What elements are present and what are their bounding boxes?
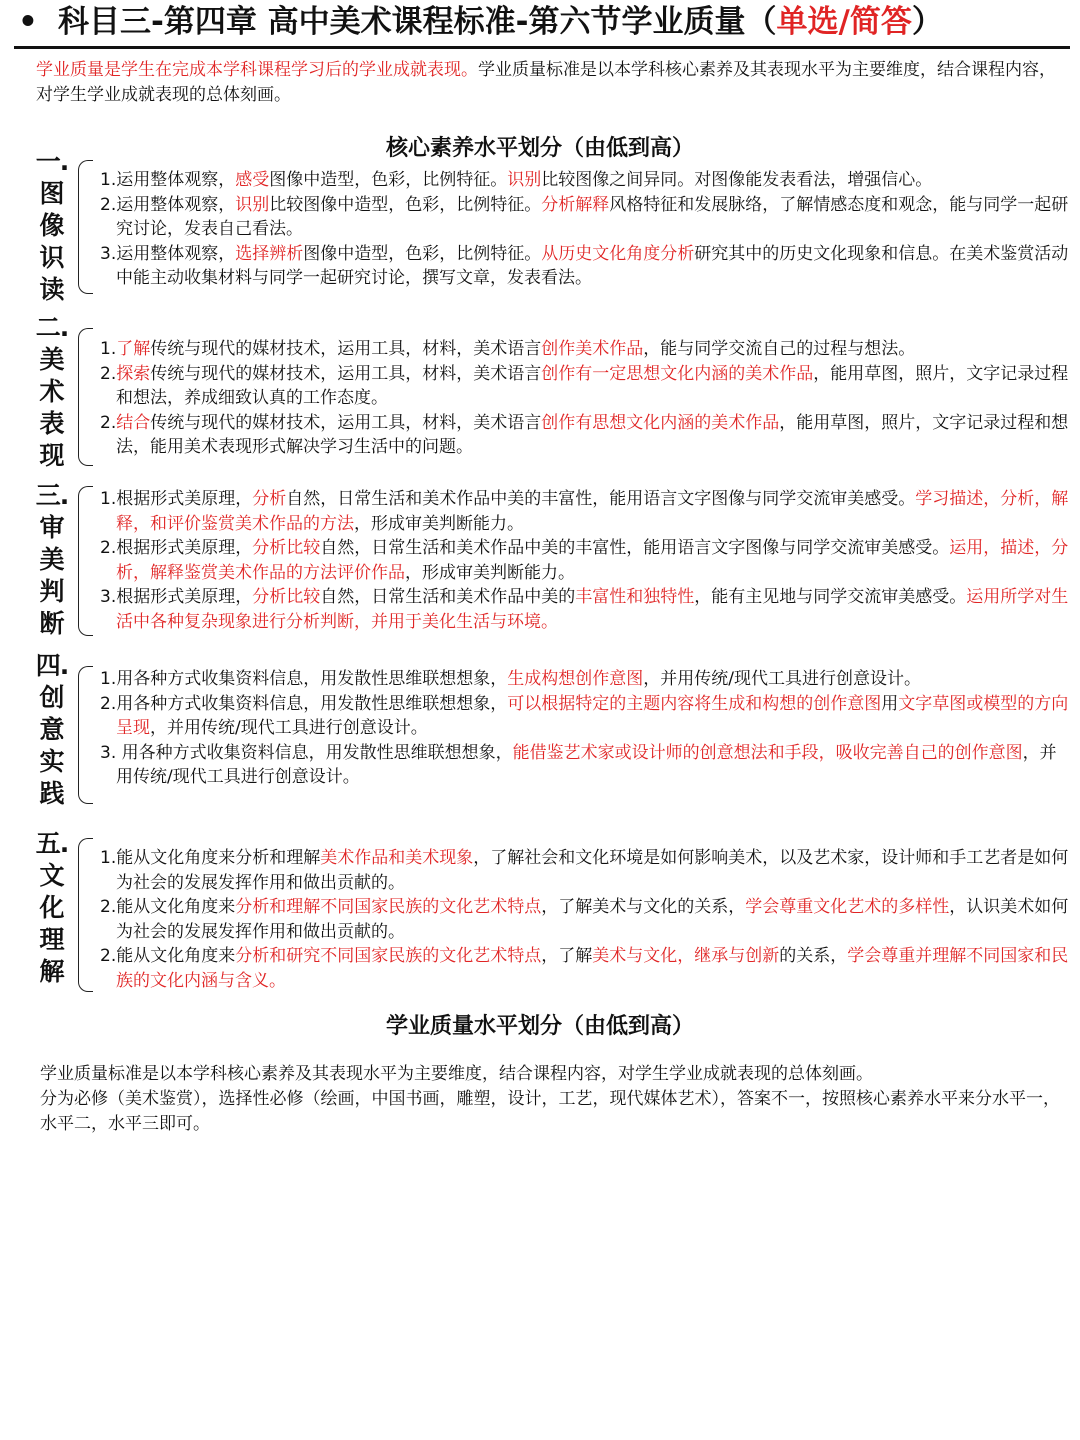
- body-text: 图像中造型，色彩，比例特征。: [269, 170, 508, 190]
- section-label-char: 美: [39, 345, 65, 374]
- section-label-char: 解: [39, 957, 65, 986]
- body-text: ，能用草图，照片，文字记录过程和想法，能用美术表现形式解决学习生活中的问题。: [116, 412, 1069, 457]
- highlight-text: 分析比较: [252, 587, 321, 607]
- body-text: ，并用传统/现代工具进行创意设计。: [116, 742, 1057, 787]
- highlight-text: 美术与文化，继承与创新: [592, 946, 780, 966]
- highlight-text: 创作美术作品: [541, 339, 644, 359]
- section-label-char: 像: [39, 211, 65, 240]
- section-3-items: [98, 487, 1072, 634]
- highlight-text: 选择辨析: [235, 243, 304, 264]
- section-label-char: 图: [39, 179, 65, 208]
- quality-level-item: [98, 895, 1072, 944]
- title-highlight: 单选/简答: [776, 4, 912, 40]
- quality-level-item: [98, 168, 1072, 193]
- highlight-text: 美术作品和美术现象: [320, 848, 474, 868]
- body-text: ，形成审美判断能力。: [405, 562, 575, 583]
- body-text: 2.用各种方式收集资料信息，用发散性思维联想想象，: [100, 693, 508, 714]
- section-1-brace: [78, 160, 93, 294]
- highlight-text: 文字草图或模型的方向呈现: [116, 693, 1069, 738]
- section-label-char: 意: [39, 715, 65, 744]
- quality-level-item: [98, 944, 1072, 993]
- highlight-text: 分析解释: [541, 194, 610, 215]
- section-5-brace: [78, 838, 93, 992]
- body-text: 比较图像之间异同。对图像能发表看法，增强信心。: [541, 170, 933, 190]
- section-2-label: [30, 312, 74, 472]
- highlight-text: 从历史文化角度分析: [541, 243, 695, 264]
- body-text: 3.根据形式美原理，: [100, 587, 253, 607]
- section-label-char: 识: [39, 243, 65, 272]
- highlight-text: 了解: [116, 339, 151, 359]
- body-text: 传统与现代的媒材技术，运用工具，材料，美术语言: [150, 412, 542, 433]
- highlight-text: 结合: [116, 412, 151, 433]
- body-text: 1.根据形式美原理，: [100, 489, 253, 509]
- title-main: 科目三-第四章 高中美术课程标准-第六节学业质量（: [58, 4, 777, 40]
- section-5-label: [30, 828, 74, 988]
- section-label-char: 表: [39, 409, 65, 438]
- section-label-char: 读: [39, 275, 65, 304]
- intro-description: 学业质量标准是以本学科核心素养及其表现水平为主要维度，结合课程内容，对学生学业成就表现的总体刻画。: [36, 60, 1056, 105]
- section-label-char: 断: [39, 609, 65, 638]
- highlight-text: 识别: [235, 194, 270, 215]
- quality-level-item: [98, 193, 1072, 242]
- body-text: 2.运用整体观察，: [100, 194, 236, 215]
- body-text: 2.: [100, 412, 117, 433]
- body-text: 自然，日常生活和美术作品中美的丰富性，能用语言文字图像与同学交流审美感受。: [286, 489, 916, 509]
- body-text: 传统与现代的媒材技术，运用工具，材料，美术语言: [150, 339, 542, 359]
- section-label-char: 化: [39, 893, 65, 922]
- body-text: ，认识美术如何为社会的发展发挥作用和做出贡献的。: [116, 897, 1069, 942]
- section-label-char: 实: [39, 747, 65, 776]
- highlight-text: 学会尊重文化艺术的多样性: [745, 897, 950, 917]
- body-text: ，了解美术与文化的关系，: [541, 897, 746, 917]
- body-text: 风格特征和发展脉络，了解情感态度和观念，能与同学一起研究讨论，发表自己看法。: [116, 194, 1069, 239]
- section-3-brace: [78, 486, 93, 636]
- body-text: 1.用各种方式收集资料信息，用发散性思维联想想象，: [100, 669, 508, 689]
- section-1-label: [30, 146, 74, 306]
- section-label-char: 三.: [35, 481, 69, 510]
- body-text: 1.: [100, 339, 117, 359]
- section-label-char: 创: [39, 683, 65, 712]
- highlight-text: 创作有一定思想文化内涵的美术作品: [541, 363, 814, 384]
- highlight-text: 识别: [507, 170, 542, 190]
- title-close: ）: [911, 4, 943, 40]
- quality-level-item: [98, 667, 1072, 692]
- highlight-text: 创作有思想文化内涵的美术作品: [541, 412, 780, 433]
- quality-level-item: [98, 487, 1072, 536]
- body-text: ，并用传统/现代工具进行创意设计。: [150, 718, 428, 738]
- section-3-label: [30, 480, 74, 640]
- quality-level-item: [98, 411, 1072, 460]
- body-text: 用: [881, 693, 899, 714]
- highlight-text: 能借鉴艺术家或设计师的创意想法和手段，吸收完善自己的创作意图: [512, 742, 1023, 763]
- body-text: ，能有主见地与同学交流审美感受。: [694, 587, 967, 607]
- body-text: 研究其中的历史文化现象和信息。在美术鉴赏活动中能主动收集材料与同学一起研究讨论，撰写文章，发表看法。: [116, 243, 1069, 288]
- body-text: ，能与同学交流自己的过程与想法。: [643, 339, 916, 359]
- section-label-char: 五.: [35, 829, 69, 858]
- highlight-text: 分析: [252, 489, 287, 509]
- body-text: 2.根据形式美原理，: [100, 538, 253, 558]
- body-text: 自然，日常生活和美术作品中美的丰富性，能用语言文字图像与同学交流审美感受。: [320, 538, 950, 558]
- body-text: 1.能从文化角度来分析和理解: [100, 848, 321, 868]
- body-text: 2.: [100, 363, 117, 384]
- body-text: 自然，日常生活和美术作品中美的: [320, 587, 576, 607]
- quality-level-item: [98, 536, 1072, 585]
- closing-line: 学业质量标准是以本学科核心素养及其表现水平为主要维度，结合课程内容，对学生学业成就表现的总体刻画。: [40, 1064, 873, 1084]
- section-4-items: [98, 667, 1072, 790]
- body-text: 2.能从文化角度来: [100, 897, 236, 917]
- body-text: 比较图像中造型，色彩，比例特征。: [269, 194, 542, 215]
- quality-level-item: [98, 846, 1072, 895]
- section-4-label: [30, 650, 74, 810]
- body-text: 传统与现代的媒材技术，运用工具，材料，美术语言: [150, 363, 542, 384]
- section-label-char: 二.: [35, 313, 69, 342]
- body-text: 图像中造型，色彩，比例特征。: [303, 243, 542, 264]
- core-literacy-heading: 核心素养水平划分（由低到高）: [385, 136, 694, 161]
- highlight-text: 生成构想创作意图: [507, 669, 644, 689]
- highlight-text: 丰富性和独特性: [575, 587, 695, 607]
- section-2-brace: [78, 328, 93, 466]
- closing-paragraph: [40, 1062, 1060, 1137]
- highlight-text: 学会尊重并理解不同国家和民族的文化内涵与含义。: [116, 946, 1069, 991]
- quality-level-item: [98, 337, 1072, 362]
- section-4-brace: [78, 666, 93, 804]
- section-label-char: 现: [39, 441, 65, 470]
- section-label-char: 践: [39, 779, 65, 808]
- highlight-text: 分析比较: [252, 538, 321, 558]
- highlight-text: 分析和研究不同国家民族的文化艺术特点: [235, 946, 542, 966]
- body-text: ，并用传统/现代工具进行创意设计。: [643, 669, 921, 689]
- section-label-char: 文: [39, 861, 65, 890]
- body-text: 2.能从文化角度来: [100, 946, 236, 966]
- body-text: 3. 用各种方式收集资料信息，用发散性思维联想想象，: [100, 742, 513, 763]
- quality-level-item: [98, 242, 1072, 291]
- highlight-text: 可以根据特定的主题内容将生成和构想的创作意图: [507, 693, 882, 714]
- section-5-items: [98, 846, 1072, 993]
- body-text: ，形成审美判断能力。: [354, 513, 524, 534]
- section-label-char: 美: [39, 545, 65, 574]
- section-label-char: 四.: [35, 651, 69, 680]
- body-text: 的关系，: [779, 946, 848, 966]
- highlight-text: 运用所学对生活中各种复杂现象进行分析判断，并用于美化生活与环境。: [116, 587, 1069, 632]
- body-text: ，了解: [541, 946, 593, 966]
- section-2-items: [98, 337, 1072, 460]
- title-bullet: •: [18, 4, 38, 40]
- quality-level-item: [98, 692, 1072, 741]
- quality-level-item: [98, 585, 1072, 634]
- section-label-char: 理: [39, 925, 65, 954]
- quality-level-item: [98, 362, 1072, 411]
- academic-quality-heading: 学业质量水平划分（由低到高）: [385, 1014, 694, 1039]
- page-title: [14, 0, 1070, 49]
- body-text: ，能用草图，照片，文字记录过程和想法，养成细致认真的工作态度。: [116, 363, 1069, 408]
- highlight-text: 感受: [235, 170, 270, 190]
- highlight-text: 分析和理解不同国家民族的文化艺术特点: [235, 897, 542, 917]
- intro-paragraph: [36, 58, 1056, 108]
- section-label-char: 一.: [35, 147, 69, 176]
- section-1-items: [98, 168, 1072, 291]
- closing-line: 分为必修（美术鉴赏），选择性必修（绘画，中国书画，雕塑，设计，工艺，现代媒体艺术），答案不一，按照核心素养水平来分水平一，水平二，水平三即可。: [40, 1089, 1060, 1134]
- section-label-char: 术: [39, 377, 65, 406]
- section-label-char: 判: [39, 577, 65, 606]
- body-text: 3.运用整体观察，: [100, 243, 236, 264]
- highlight-text: 运用，描述，分析，解释鉴赏美术作品的方法评价作品: [116, 538, 1069, 583]
- highlight-text: 学习描述，分析，解释，和评价鉴赏美术作品的方法: [116, 489, 1069, 534]
- quality-level-item: [98, 741, 1072, 790]
- section-label-char: 审: [39, 513, 65, 542]
- body-text: ，了解社会和文化环境是如何影响美术，以及艺术家，设计师和手工艺者是如何为社会的发展发挥作用和做出贡献的。: [116, 848, 1069, 893]
- highlight-text: 探索: [116, 363, 151, 384]
- body-text: 1.运用整体观察，: [100, 170, 236, 190]
- intro-definition: 学业质量是学生在完成本学科课程学习后的学业成就表现。: [36, 60, 478, 80]
